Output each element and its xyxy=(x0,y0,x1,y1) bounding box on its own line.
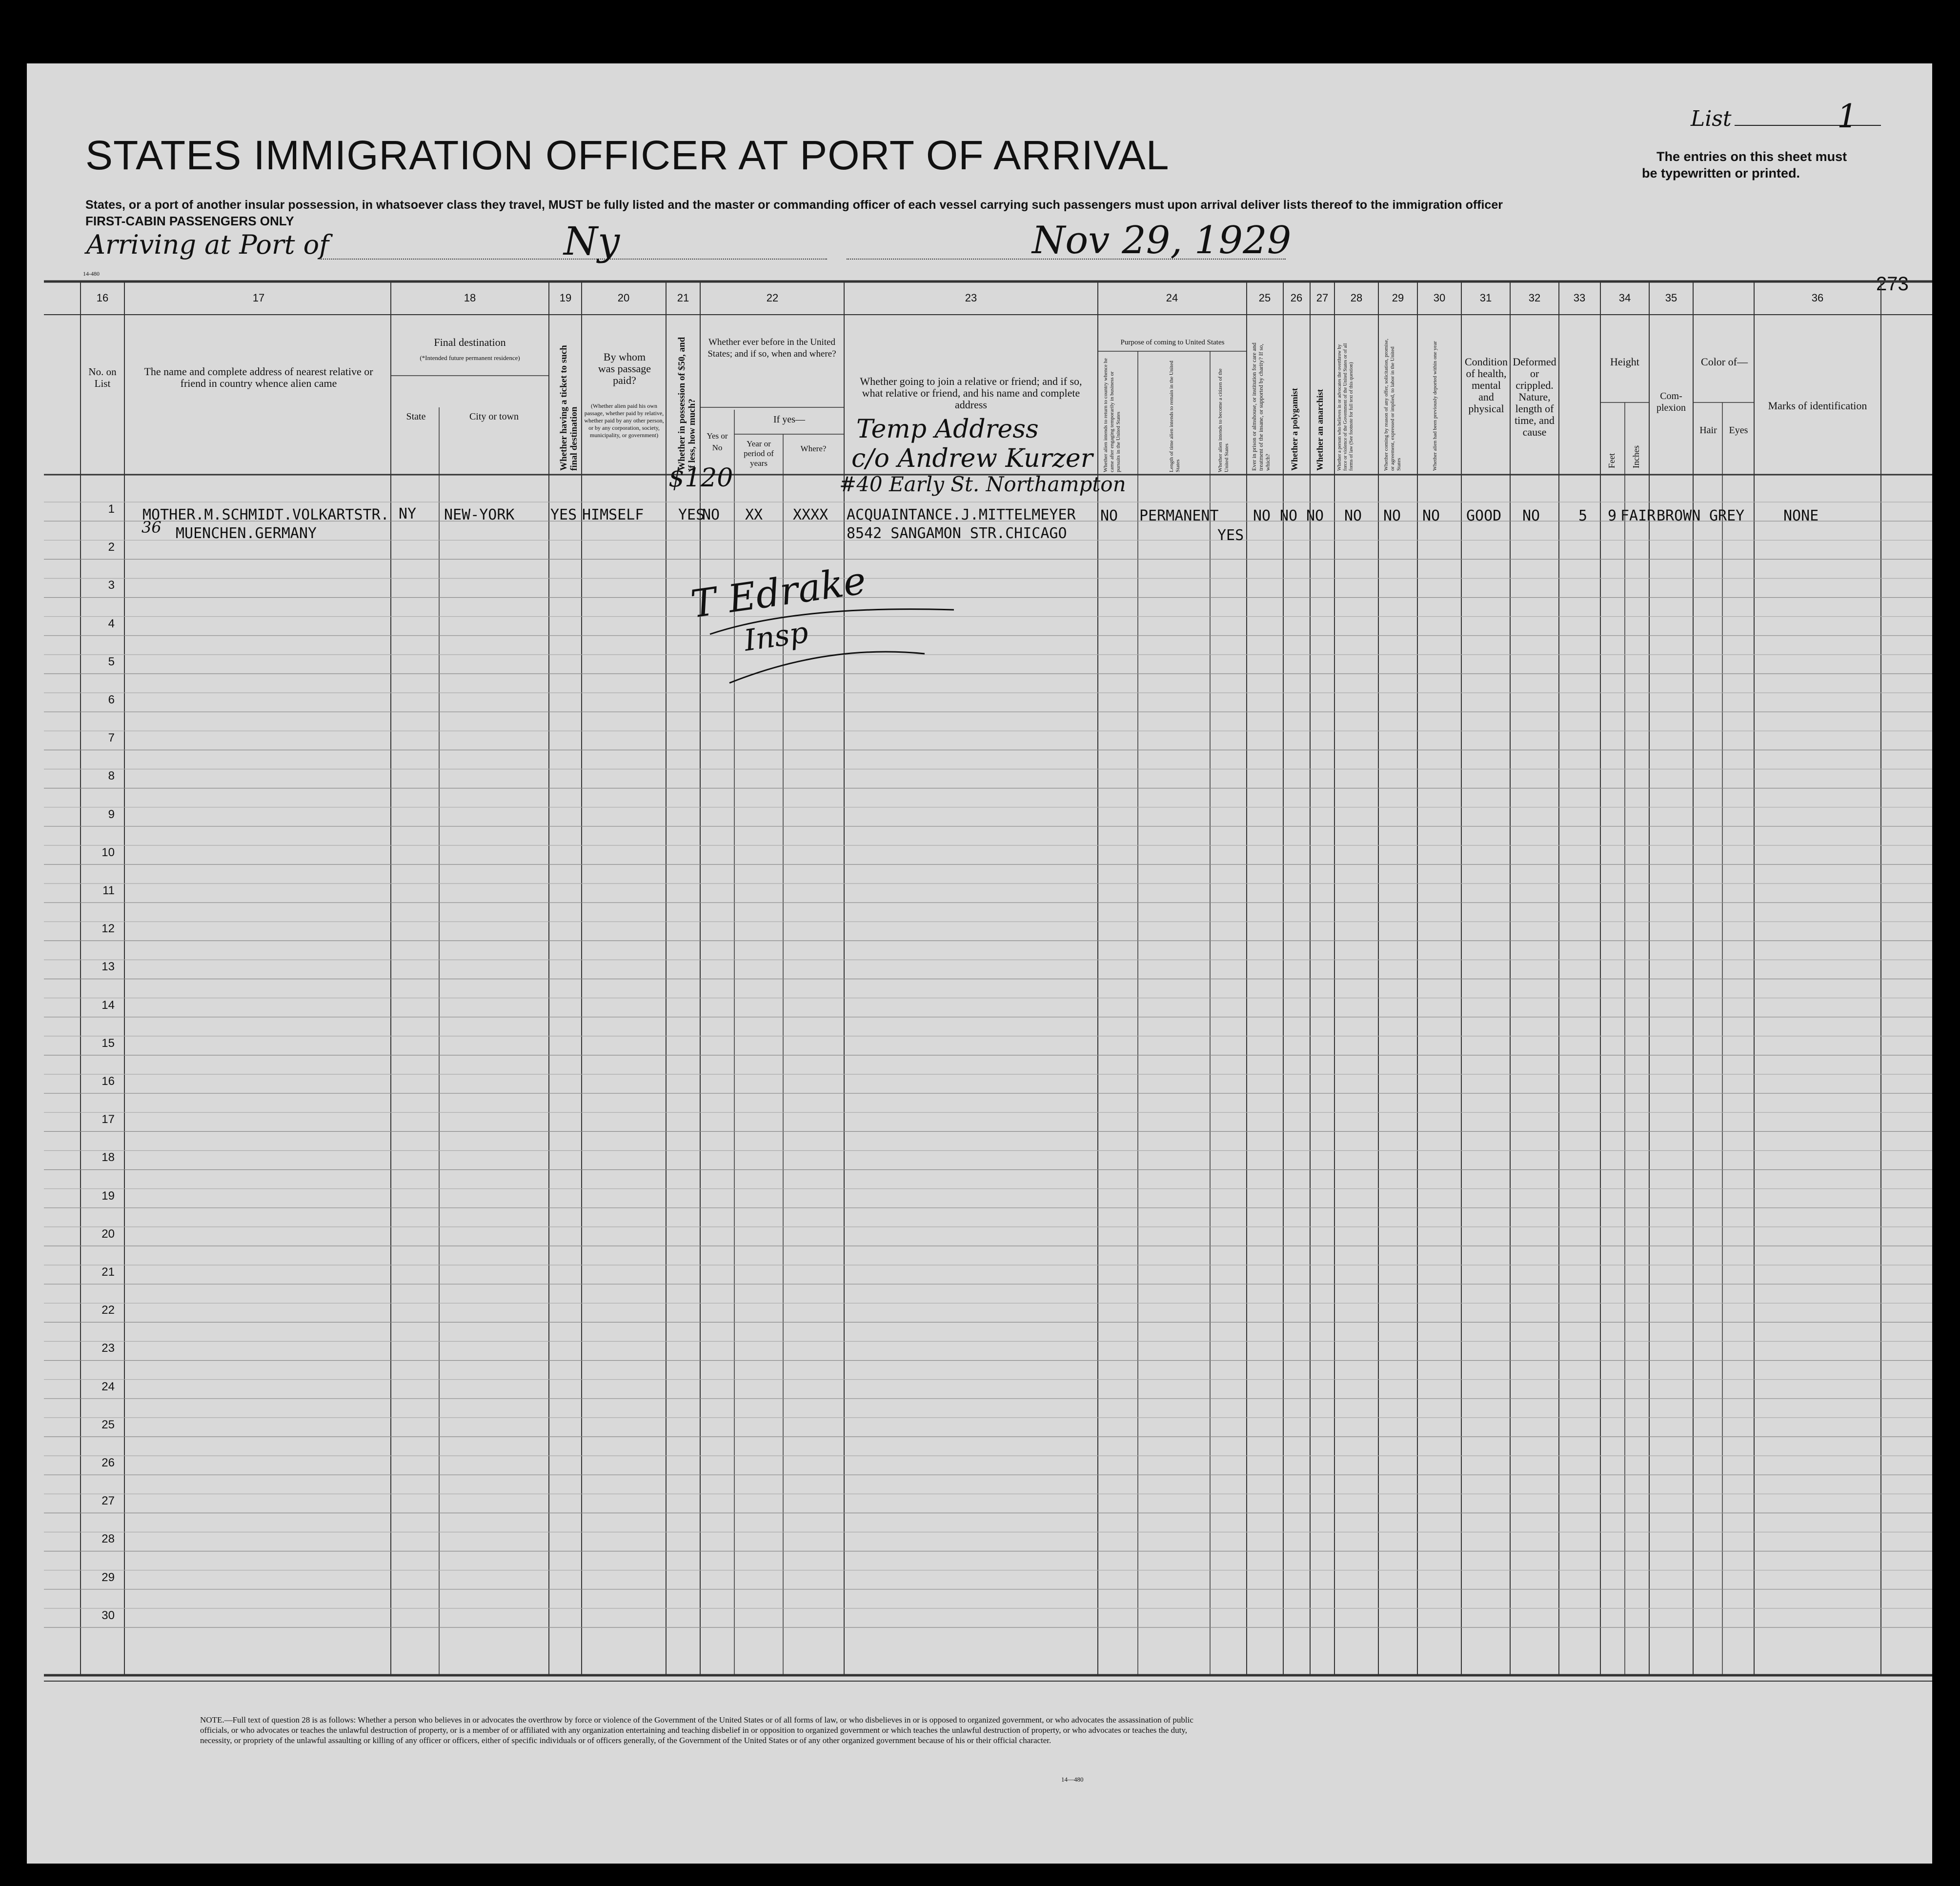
header-anarchist: Whether an anarchist xyxy=(1315,389,1325,471)
handwritten-address: Temp Address xyxy=(856,415,1039,444)
arriving-label: Arriving at Port of xyxy=(86,229,329,260)
passage-paid-by: HIMSELF xyxy=(582,506,644,523)
port-value: Ny xyxy=(564,219,620,264)
header-eyes: Eyes xyxy=(1729,425,1748,436)
column-number: 22 xyxy=(766,292,779,304)
polygamist: NO xyxy=(1280,507,1298,524)
column-number: 24 xyxy=(1166,292,1178,304)
header-joining: Whether going to join a relative or friend; and if so, what relative or friend, and his name and complete address xyxy=(860,375,1082,411)
header-yes-no: Yes or No xyxy=(707,431,728,452)
column-number: 16 xyxy=(96,292,109,304)
column-number: 21 xyxy=(677,292,689,304)
row-number: 26 xyxy=(101,1456,115,1469)
return-intent: NO xyxy=(1100,507,1118,524)
footnote-form-number: 14—480 xyxy=(1061,1776,1084,1783)
row-number: 21 xyxy=(101,1265,115,1279)
prison: NO xyxy=(1253,507,1271,524)
row-number: 17 xyxy=(101,1113,115,1126)
row-number: 23 xyxy=(101,1342,115,1355)
row-number: 30 xyxy=(101,1608,115,1622)
header-state: State xyxy=(406,411,426,422)
row-number: 20 xyxy=(101,1227,115,1241)
handwritten-address: #40 Early St. Northampton xyxy=(839,472,1126,496)
row-number: 2 xyxy=(108,541,115,554)
date-value: Nov 29, 1929 xyxy=(1032,219,1292,262)
page-subtitle: States, or a port of another insular possession, in whatsoever class they travel, MUST be fully listed and the master or commanding officer of each vessel carrying such passengers must upon arrival deliver lists thereof to the immigration officer xyxy=(85,198,1503,212)
header-prison: Ever in prison or almshouse, or institution for care and treatment of the insane, or supported by charity? If so, which? xyxy=(1251,342,1271,471)
row-number: 18 xyxy=(101,1151,115,1164)
become-citizen: YES xyxy=(1217,527,1244,544)
height-inches: 9 xyxy=(1608,507,1617,524)
row-number: 10 xyxy=(101,845,115,859)
row-number: 5 xyxy=(108,655,115,668)
header-no-on-list: No. on List xyxy=(88,366,117,389)
row-number: 14 xyxy=(101,998,115,1012)
row-number: 15 xyxy=(101,1036,115,1050)
manifest-sheet xyxy=(27,63,1932,1864)
ticket: YES xyxy=(550,506,577,523)
list-label: List xyxy=(1691,106,1732,131)
dest-state: NY xyxy=(399,505,417,522)
row-number: 27 xyxy=(101,1494,115,1508)
health: GOOD xyxy=(1466,507,1502,524)
header-return-intent: Whether alien intends to return to country whence he came after engaging temporarily in business or pursuits in the United States xyxy=(1103,358,1121,472)
column-number: 27 xyxy=(1316,292,1329,304)
header-if-yes: If yes— xyxy=(773,414,805,425)
header-deformed: Deformed or crippled. Nature, length of time, and cause xyxy=(1513,356,1556,438)
inspector-signature: T Edrake xyxy=(688,559,869,627)
row-number: 11 xyxy=(102,884,115,897)
header-year: Year or period of years xyxy=(744,439,774,468)
dest-city: NEW-YORK xyxy=(444,506,515,523)
column-number: 29 xyxy=(1392,292,1404,304)
row-number: 12 xyxy=(101,922,115,936)
header-length-stay: Length of time alien intends to remain in the United States xyxy=(1169,361,1181,472)
row-number: 22 xyxy=(101,1304,115,1317)
header-purpose: Purpose of coming to United States xyxy=(1120,339,1225,346)
header-color: Color of— xyxy=(1701,356,1748,368)
handwritten-address: c/o Andrew Kurzer xyxy=(851,444,1093,473)
header-where: Where? xyxy=(800,444,827,453)
entries-note: The entries on this sheet must xyxy=(1657,149,1847,164)
relative-address-line1: MOTHER.M.SCHMIDT.VOLKARTSTR. xyxy=(142,506,389,523)
header-deported: Whether alien had been previously deported within one year xyxy=(1432,341,1438,471)
deformed: NO xyxy=(1522,507,1540,524)
joining-line2: 8542 SANGAMON STR.CHICAGO xyxy=(847,525,1067,542)
column-number: 26 xyxy=(1290,292,1303,304)
header-final-destination-note: (*Intended future permanent residence) xyxy=(420,354,520,361)
complexion: FAIR xyxy=(1620,507,1656,524)
column-number: 19 xyxy=(559,292,572,304)
header-hair: Hair xyxy=(1699,425,1717,436)
row-number: 4 xyxy=(108,617,115,630)
entries-note: be typewritten or printed. xyxy=(1642,166,1800,181)
before-in-us: NO xyxy=(702,506,720,523)
header-citizen: Whether alien intends to become a citizen of the United States xyxy=(1217,368,1230,472)
row-number: 13 xyxy=(101,960,115,974)
money-typed: YES xyxy=(678,506,705,523)
page-title: STATES IMMIGRATION OFFICER AT PORT OF ARRIVAL xyxy=(85,132,1170,178)
header-contract-labor: Whether coming by reason of any offer, solicitation, promise, or agreement, expressed or implied, to labor in the United States xyxy=(1383,339,1402,471)
before-where: XXXX xyxy=(793,506,828,523)
row-number: 29 xyxy=(101,1570,115,1584)
eyes: GREY xyxy=(1709,507,1745,524)
column-number: 31 xyxy=(1479,292,1492,304)
contract-labor: NO xyxy=(1383,507,1401,524)
anarchist: NO xyxy=(1306,507,1324,524)
column-number: 23 xyxy=(965,292,977,304)
list-number: 1 xyxy=(1837,98,1858,135)
row-number: 1 xyxy=(108,502,115,516)
column-number: 28 xyxy=(1350,292,1363,304)
row-number: 25 xyxy=(101,1418,115,1431)
header-city: City or town xyxy=(469,411,519,422)
header-passage-paid: By whom was passage paid? xyxy=(598,351,651,386)
header-health: Condition of health, mental and physical xyxy=(1464,356,1508,415)
header-passage-paid-note: (Whether alien paid his own passage, whether paid by relative, whether paid by any other person, or by any corporation, society, municipality, or government) xyxy=(584,402,664,439)
marks: NONE xyxy=(1783,507,1819,524)
joining-line1: ACQUAINTANCE.J.MITTELMEYER xyxy=(847,506,1076,523)
row-number: 19 xyxy=(101,1189,115,1203)
inspector-initials: Insp xyxy=(742,615,810,658)
row-number: 6 xyxy=(108,693,115,706)
header-complexion: Com- plexion xyxy=(1657,391,1686,413)
column-number: 20 xyxy=(617,292,630,304)
table-grid xyxy=(27,63,1932,1864)
header-relative-address: The name and complete address of nearest relative or friend in country whence alien came xyxy=(144,365,373,389)
header-money: Whether in possession of $50, and if less, how much? xyxy=(677,337,697,471)
column-number: 30 xyxy=(1433,292,1446,304)
header-marks: Marks of identification xyxy=(1768,400,1867,412)
row-number: 8 xyxy=(108,769,115,783)
column-number: 17 xyxy=(252,292,265,304)
deported: NO xyxy=(1422,507,1440,524)
money-handwritten: $120 xyxy=(668,463,733,493)
column-number: 36 xyxy=(1811,292,1824,304)
header-final-destination: Final destination xyxy=(434,336,506,348)
length-of-stay: PERMANENT xyxy=(1139,507,1219,524)
header-inches: Inches xyxy=(1631,445,1641,468)
relative-address-line2: MUENCHEN.GERMANY xyxy=(176,525,317,542)
row-number: 28 xyxy=(101,1532,115,1546)
before-year: XX xyxy=(745,506,763,523)
page-number: 273 xyxy=(1876,273,1909,295)
header-height: Height xyxy=(1610,356,1639,368)
header-feet: Feet xyxy=(1607,453,1616,468)
column-number: 34 xyxy=(1618,292,1631,304)
row-number: 16 xyxy=(101,1075,115,1088)
height-feet: 5 xyxy=(1578,507,1588,524)
relative-address-number: 36 xyxy=(141,518,162,537)
form-number: 14-480 xyxy=(83,270,100,277)
row-number: 3 xyxy=(108,579,115,592)
header-ticket: Whether having a ticket to such final destination xyxy=(559,345,579,471)
row-number: 9 xyxy=(108,807,115,821)
signature-stroke xyxy=(700,590,973,688)
row-number: 7 xyxy=(108,731,115,745)
column-number: 33 xyxy=(1573,292,1586,304)
column-number: 18 xyxy=(464,292,476,304)
header-overthrow: Whether a person who believes in or advocates the overthrow by force or violence of the Government of the United States or of all forms of law (See footnote for full text of this question) xyxy=(1337,343,1354,471)
column-number: 25 xyxy=(1258,292,1271,304)
footnote: NOTE.—Full text of question 28 is as follows: Whether a person who believes in or advocates the overthrow by force or violence of the Government of the United States or of all forms of law, or who disbelieves in or is opposed to organized government, or who advocates the assassination of public officials, or who advocates or teaches the unlawful destruction of property, or is a member of or affiliated with any organization entertaining and teaching disbelief in or opposition to organized government or which teaches the unlawful destruction of property, or who advocates or teaches the duty, necessity, or propriety of the unlawful assaulting or killing of any officer or officers, either of specific individuals or of officers generally, of the Government of the United States or of any other organized government because of his or their official character. xyxy=(200,1715,1193,1745)
column-number: 35 xyxy=(1665,292,1677,304)
header-polygamist: Whether a polygamist xyxy=(1290,388,1299,471)
overthrow: NO xyxy=(1344,507,1362,524)
row-number: 24 xyxy=(101,1380,115,1393)
passenger-class: FIRST-CABIN PASSENGERS ONLY xyxy=(85,214,294,228)
header-before-in-us: Whether ever before in the United States; and if so, when and where? xyxy=(707,337,836,359)
column-number: 32 xyxy=(1528,292,1541,304)
hair: BROWN xyxy=(1657,507,1701,524)
